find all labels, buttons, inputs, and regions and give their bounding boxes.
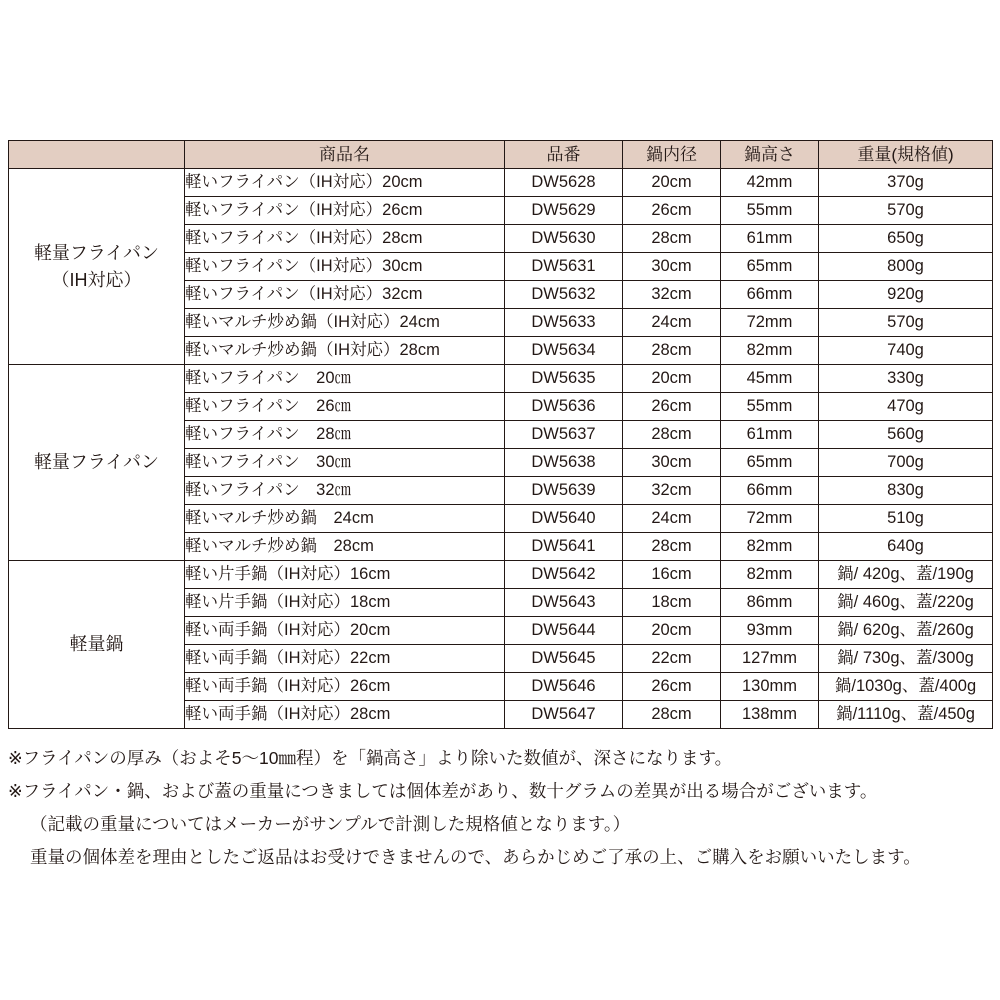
cell-inner-diameter: 16cm bbox=[623, 561, 721, 589]
notes-section bbox=[8, 743, 992, 874]
cell-product-code: DW5639 bbox=[505, 477, 623, 505]
cell-product-name: 軽いフライパン（IH対応）20cm bbox=[185, 169, 505, 197]
note-line: ※フライパン・鍋、および蓋の重量につきましては個体差があり、数十グラムの差異が出る場合がございます。 bbox=[8, 781, 878, 802]
cell-weight: 330g bbox=[819, 365, 993, 393]
cell-inner-diameter: 26cm bbox=[623, 197, 721, 225]
cell-pot-height: 93mm bbox=[721, 617, 819, 645]
cell-weight: 700g bbox=[819, 449, 993, 477]
cell-pot-height: 55mm bbox=[721, 197, 819, 225]
cell-inner-diameter: 20cm bbox=[623, 169, 721, 197]
cell-product-name: 軽いマルチ炒め鍋 24cm bbox=[185, 505, 505, 533]
cell-inner-diameter: 20cm bbox=[623, 365, 721, 393]
cell-weight: 920g bbox=[819, 281, 993, 309]
cell-product-code: DW5636 bbox=[505, 393, 623, 421]
cell-weight: 鍋/ 460g、蓋/220g bbox=[819, 589, 993, 617]
cell-product-code: DW5635 bbox=[505, 365, 623, 393]
cell-pot-height: 72mm bbox=[721, 505, 819, 533]
cell-product-name: 軽いフライパン 20㎝ bbox=[185, 365, 505, 393]
cell-pot-height: 66mm bbox=[721, 281, 819, 309]
cell-product-name: 軽いマルチ炒め鍋 28cm bbox=[185, 533, 505, 561]
cell-product-name: 軽いフライパン（IH対応）30cm bbox=[185, 253, 505, 281]
group-label-cell bbox=[9, 561, 185, 729]
table-header-row bbox=[9, 141, 993, 169]
cell-inner-diameter: 28cm bbox=[623, 421, 721, 449]
cell-product-code: DW5641 bbox=[505, 533, 623, 561]
cell-product-name: 軽い片手鍋（IH対応）16cm bbox=[185, 561, 505, 589]
group-label-line1: 軽量フライパン bbox=[33, 452, 160, 472]
cell-product-name: 軽いフライパン（IH対応）32cm bbox=[185, 281, 505, 309]
cell-pot-height: 65mm bbox=[721, 449, 819, 477]
cell-product-name: 軽い両手鍋（IH対応）22cm bbox=[185, 645, 505, 673]
cell-inner-diameter: 32cm bbox=[623, 477, 721, 505]
cell-product-code: DW5631 bbox=[505, 253, 623, 281]
cell-product-code: DW5630 bbox=[505, 225, 623, 253]
cell-inner-diameter: 28cm bbox=[623, 533, 721, 561]
cell-weight: 560g bbox=[819, 421, 993, 449]
cell-weight: 鍋/1030g、蓋/400g bbox=[819, 673, 993, 701]
cell-inner-diameter: 28cm bbox=[623, 701, 721, 729]
cell-product-code: DW5638 bbox=[505, 449, 623, 477]
cell-product-name: 軽いフライパン（IH対応）28cm bbox=[185, 225, 505, 253]
header-inner-diameter: 鍋内径 bbox=[623, 141, 721, 169]
cell-product-code: DW5645 bbox=[505, 645, 623, 673]
cell-inner-diameter: 30cm bbox=[623, 449, 721, 477]
cell-product-code: DW5632 bbox=[505, 281, 623, 309]
cell-product-name: 軽いフライパン 28㎝ bbox=[185, 421, 505, 449]
cell-weight: 鍋/ 730g、蓋/300g bbox=[819, 645, 993, 673]
cell-inner-diameter: 26cm bbox=[623, 673, 721, 701]
table-body bbox=[9, 169, 993, 729]
table-row bbox=[9, 365, 993, 393]
cell-pot-height: 138mm bbox=[721, 701, 819, 729]
cell-pot-height: 55mm bbox=[721, 393, 819, 421]
cell-product-code: DW5633 bbox=[505, 309, 623, 337]
cell-product-code: DW5629 bbox=[505, 197, 623, 225]
cell-pot-height: 45mm bbox=[721, 365, 819, 393]
header-pot-height: 鍋高さ bbox=[721, 141, 819, 169]
cell-inner-diameter: 20cm bbox=[623, 617, 721, 645]
cell-product-code: DW5628 bbox=[505, 169, 623, 197]
cell-product-name: 軽いフライパン（IH対応）26cm bbox=[185, 197, 505, 225]
cell-weight: 鍋/1110g、蓋/450g bbox=[819, 701, 993, 729]
cell-weight: 鍋/ 620g、蓋/260g bbox=[819, 617, 993, 645]
cell-product-code: DW5634 bbox=[505, 337, 623, 365]
cell-product-code: DW5647 bbox=[505, 701, 623, 729]
cell-weight: 800g bbox=[819, 253, 993, 281]
cell-weight: 640g bbox=[819, 533, 993, 561]
table-row bbox=[9, 561, 993, 589]
cell-weight: 570g bbox=[819, 309, 993, 337]
cell-pot-height: 82mm bbox=[721, 561, 819, 589]
cell-inner-diameter: 18cm bbox=[623, 589, 721, 617]
cell-inner-diameter: 30cm bbox=[623, 253, 721, 281]
cell-inner-diameter: 24cm bbox=[623, 505, 721, 533]
cell-product-code: DW5642 bbox=[505, 561, 623, 589]
cell-weight: 570g bbox=[819, 197, 993, 225]
cell-product-name: 軽いマルチ炒め鍋（IH対応）28cm bbox=[185, 337, 505, 365]
cell-product-code: DW5637 bbox=[505, 421, 623, 449]
cell-product-name: 軽いフライパン 32㎝ bbox=[185, 477, 505, 505]
cell-weight: 740g bbox=[819, 337, 993, 365]
table-row bbox=[9, 169, 993, 197]
group-label-line2: （IH対応） bbox=[51, 269, 142, 290]
cell-inner-diameter: 32cm bbox=[623, 281, 721, 309]
cell-weight: 510g bbox=[819, 505, 993, 533]
header-product-code: 品番 bbox=[505, 141, 623, 169]
cell-weight: 370g bbox=[819, 169, 993, 197]
cell-product-name: 軽いフライパン 30㎝ bbox=[185, 449, 505, 477]
cell-product-name: 軽い片手鍋（IH対応）18cm bbox=[185, 589, 505, 617]
cell-pot-height: 72mm bbox=[721, 309, 819, 337]
cell-product-code: DW5644 bbox=[505, 617, 623, 645]
cell-pot-height: 130mm bbox=[721, 673, 819, 701]
cell-product-code: DW5643 bbox=[505, 589, 623, 617]
cell-weight: 470g bbox=[819, 393, 993, 421]
cell-product-name: 軽い両手鍋（IH対応）26cm bbox=[185, 673, 505, 701]
cell-weight: 鍋/ 420g、蓋/190g bbox=[819, 561, 993, 589]
cell-pot-height: 61mm bbox=[721, 421, 819, 449]
cell-pot-height: 66mm bbox=[721, 477, 819, 505]
cell-product-name: 軽い両手鍋（IH対応）28cm bbox=[185, 701, 505, 729]
cell-weight: 650g bbox=[819, 225, 993, 253]
cell-product-name: 軽いマルチ炒め鍋（IH対応）24cm bbox=[185, 309, 505, 337]
header-group bbox=[9, 141, 185, 169]
table-header bbox=[9, 141, 993, 169]
cell-inner-diameter: 28cm bbox=[623, 225, 721, 253]
cell-pot-height: 82mm bbox=[721, 337, 819, 365]
product-spec-table bbox=[8, 140, 993, 729]
cell-product-code: DW5640 bbox=[505, 505, 623, 533]
group-label-line1: 軽量鍋 bbox=[69, 634, 124, 654]
note-line: （記載の重量についてはメーカーがサンプルで計測した規格値となります。） bbox=[30, 814, 631, 835]
cell-pot-height: 127mm bbox=[721, 645, 819, 673]
cell-pot-height: 61mm bbox=[721, 225, 819, 253]
group-label-cell bbox=[9, 169, 185, 365]
cell-pot-height: 65mm bbox=[721, 253, 819, 281]
cell-product-code: DW5646 bbox=[505, 673, 623, 701]
group-label-cell bbox=[9, 365, 185, 561]
cell-pot-height: 86mm bbox=[721, 589, 819, 617]
cell-pot-height: 42mm bbox=[721, 169, 819, 197]
note-line: ※フライパンの厚み（およそ5〜10㎜程）を「鍋高さ」より除いた数値が、深さになります。 bbox=[8, 748, 733, 768]
cell-product-name: 軽いフライパン 26㎝ bbox=[185, 393, 505, 421]
cell-inner-diameter: 22cm bbox=[623, 645, 721, 673]
cell-product-name: 軽い両手鍋（IH対応）20cm bbox=[185, 617, 505, 645]
cell-pot-height: 82mm bbox=[721, 533, 819, 561]
group-label-line1: 軽量フライパン bbox=[33, 242, 160, 263]
cell-inner-diameter: 24cm bbox=[623, 309, 721, 337]
note-line: 重量の個体差を理由としたご返品はお受けできませんので、あらかじめご了承の上、ご購入をお願いいたします。 bbox=[30, 847, 921, 868]
cell-inner-diameter: 28cm bbox=[623, 337, 721, 365]
header-weight: 重量(規格値) bbox=[819, 141, 993, 169]
cell-inner-diameter: 26cm bbox=[623, 393, 721, 421]
cell-weight: 830g bbox=[819, 477, 993, 505]
header-product-name: 商品名 bbox=[185, 141, 505, 169]
